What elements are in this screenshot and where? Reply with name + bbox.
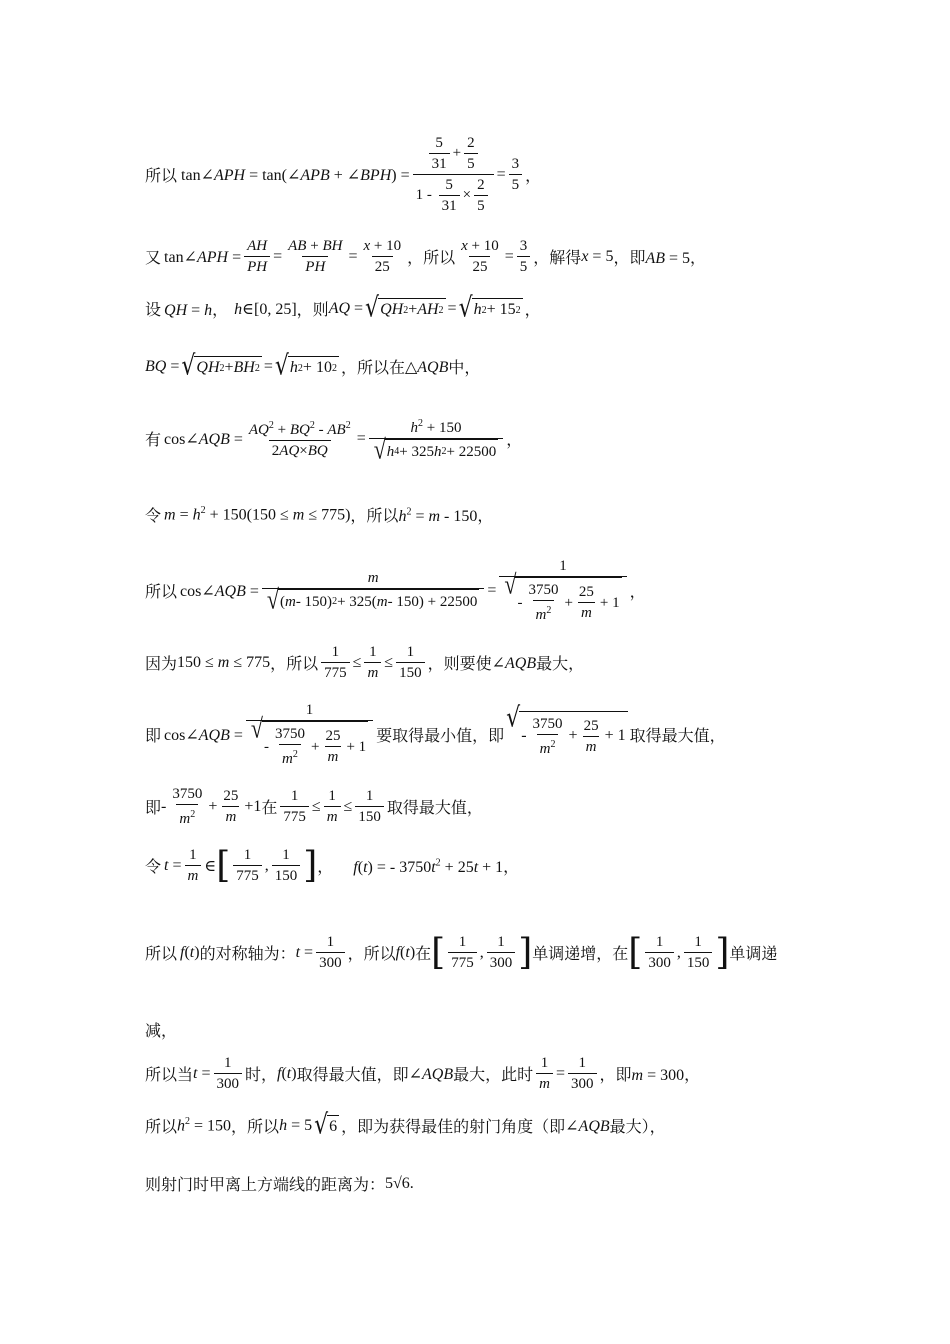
text: ，所以 bbox=[407, 248, 456, 267]
final-answer: 5√6 bbox=[385, 1174, 410, 1192]
line-3: 设 QH = h， h∈[0, 25] ，则 AQ = √ QH 2 + AH 2 = √ h 2 + 15 2 ， bbox=[145, 292, 541, 324]
fraction: $\frac{5}{31}$ + $\frac{2}{5}$ 1 - $\frac{5}{31}$ × $\frac{2}{5}$ bbox=[413, 133, 494, 216]
line-10: 即 - $\frac{3750}{m^2}$ + $\frac{25}{m}$ +1 在 $\frac{1}{775}$ ≤ $\frac{1}{m}$ ≤ $\frac{1}{150}$ 取得最大值， bbox=[145, 786, 483, 827]
text: 所以 bbox=[145, 944, 178, 963]
line-5: 有 cos∠AQB = $\frac{AQ^2 + BQ^2 - AB^2}{2AQ\times BQ}$ = $h^2 + 150$ √ h 4 + 325 h 2 + 22500 ， bbox=[145, 418, 523, 465]
text: . bbox=[409, 1174, 414, 1192]
line-9: 即 cos∠AQB = 1 √ - $\frac{3750}{m^2}$ + $\frac{25}{m}$ + 1 要取得最小值，即 √ - $\frac{3750}{m^2}$ + $\frac{25}{m}$ + 1 取得最大值， bbox=[145, 702, 726, 767]
text: 令 bbox=[145, 857, 162, 876]
text: ，所以 bbox=[231, 1117, 280, 1136]
line-4: BQ = √ QH 2 + BH 2 = √ h 2 + 10 2 ，所以在 △AQB 中， bbox=[145, 350, 481, 382]
line-11: 令 t = $\frac{1}{m}$ ∈ [ $\frac{1}{775}$ , $\frac{1}{150}$ ] ， f(t) = - $3750t^2 + 25t + 1$， bbox=[145, 845, 520, 886]
line-12: 所以 f(t) 的对称轴为： t = $\frac{1}{300}$ ，所以 f(t) 在 [ $\frac{1}{775}$ , $\frac{1}{300}$ ] 单调递增，在 [ $\frac{1}{300}$ , $\frac{1}{150}$ ] 单调递 bbox=[145, 932, 778, 973]
text: 即 bbox=[145, 798, 162, 817]
text: 则射门时甲离上方端线的距离为： bbox=[145, 1175, 386, 1194]
formula: tan∠APH = tan(∠APB + ∠BPH) = bbox=[181, 166, 410, 184]
text: 的对称轴为： bbox=[199, 944, 296, 963]
text: 最大， bbox=[536, 654, 585, 673]
text: 令 bbox=[145, 506, 162, 525]
line-16 bbox=[145, 1172, 414, 1195]
text: ，所以 bbox=[350, 506, 399, 525]
text: 单调递 bbox=[729, 944, 778, 963]
text: ，则 bbox=[296, 300, 329, 319]
text: ，解得 bbox=[533, 248, 582, 267]
text: 即 bbox=[145, 726, 162, 745]
text: 取得最大值， bbox=[629, 726, 726, 745]
text: 单调递增，在 bbox=[532, 944, 629, 963]
text: 最大）， bbox=[609, 1117, 666, 1136]
line-13 bbox=[145, 1018, 177, 1041]
text: ，即为获得最佳的射门角度（即 bbox=[341, 1117, 566, 1136]
text: 取得最大值， bbox=[386, 798, 483, 817]
line-6: 令 $m = h^2 + 150(150 \le m \le 775)$ ，所以 $h^2 = m - 150$， bbox=[145, 504, 494, 525]
text: 时， bbox=[245, 1065, 278, 1084]
text: 要取得最小值，即 bbox=[376, 726, 505, 745]
text: ，则要使 bbox=[427, 654, 492, 673]
text: 取得最大值，即 bbox=[296, 1065, 409, 1084]
text: ，所以 bbox=[270, 654, 319, 673]
text: 因为 bbox=[145, 654, 178, 673]
text: 又 bbox=[145, 248, 162, 267]
line-8: 因为 150 ≤ m ≤ 775 ，所以 $\frac{1}{775}$ ≤ $\frac{1}{m}$ ≤ $\frac{1}{150}$ ，则要使 ∠AQB 最大， bbox=[145, 644, 585, 681]
line-2: 又 tan∠APH = $\frac{AH}{PH}$ = $\frac{AB + BH}{PH}$ = $\frac{x + 10}{25}$ ，所以 $\frac{x + 10}{25}$ = $\frac{3}{5}$ ，解得 x = 5 ，即 AB = 5， bbox=[145, 238, 707, 275]
text: ，所以 bbox=[347, 944, 396, 963]
text: 所以 bbox=[145, 1117, 178, 1136]
text: 所以 bbox=[145, 166, 178, 185]
text: 有 bbox=[145, 430, 162, 449]
text: ，即 bbox=[599, 1065, 632, 1084]
text: 在 bbox=[261, 798, 278, 817]
text: 中， bbox=[448, 358, 481, 377]
text: ，即 bbox=[613, 248, 646, 267]
text: 最大，此时 bbox=[453, 1065, 534, 1084]
line-14: 所以当 t = $\frac{1}{300}$ 时， f(t) 取得最大值，即 ∠AQB 最大，此时 $\frac{1}{m}$ = $\frac{1}{300}$ ，即 m = 300， bbox=[145, 1055, 701, 1092]
line-1: 所以 tan∠APH = tan(∠APB + ∠BPH) = $\frac{5}{31}$ + $\frac{2}{5}$ 1 - $\frac{5}{31}$ × $\frac{2}{5}$ = $\frac{3}{5}$ ， bbox=[145, 135, 542, 214]
line-15: 所以 $h^2 = 150$ ，所以 h = 5 √ 6 ，即为获得最佳的射门角度（即 ∠AQB 最大）， bbox=[145, 1109, 666, 1141]
text: 所以 bbox=[145, 582, 178, 601]
text: 在 bbox=[415, 944, 432, 963]
line-7: 所以 cos∠AQB = m √ ( m - 150) 2 + 325( m - 150) + 22500 = 1 √ - $\frac{3750}{m^2}$ + $\frac{25}{m}$ + 1 ， bbox=[145, 558, 646, 623]
text: 所以当 bbox=[145, 1065, 194, 1084]
text: 设 bbox=[145, 300, 162, 319]
text: 减， bbox=[145, 1021, 178, 1040]
text: ，所以在 bbox=[340, 358, 405, 377]
